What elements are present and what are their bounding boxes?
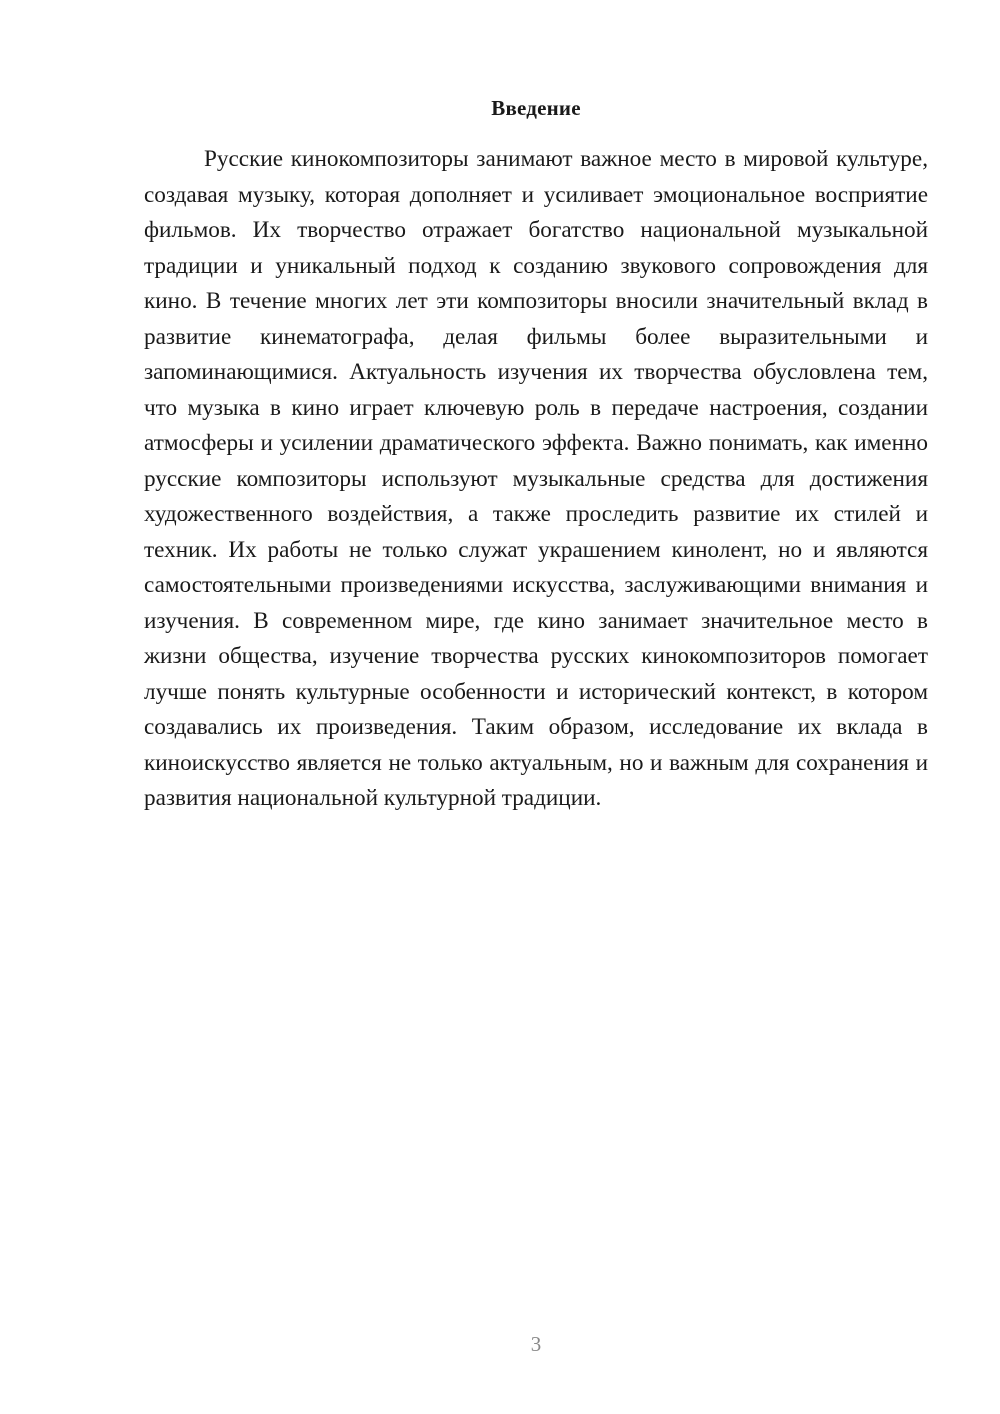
paragraph: Русские кинокомпозиторы занимают важное место в мировой культуре, создавая музыку, которая дополняет и усиливает эмоциональное восприятие фильмов. Их творчество отражает богатство национальной музыкальной традиции и уникальный подход к созданию звукового сопровождения для кино. В течение многих лет эти композиторы вносили значительный вклад в развитие кинематографа, делая фильмы более выразительными и запоминающимися. Актуальность изучения их творчества обусловлена тем, что музыка в кино играет ключевую роль в передаче настроения, создании атмосферы и усилении драматического эффекта. Важно понимать, как именно русские композиторы используют музыкальные средства для достижения художественного воздействия, а также проследить развитие их стилей и техник. Их работы не только служат украшением кинолент, но и являются самостоятельными произведениями искусства, заслуживающими внимания и изучения. В современном мире, где кино занимает значительное место в жизни общества, изучение творчества русских кинокомпозиторов помогает лучше понять культурные особенности и исторический контекст, в котором создавались их произведения. Таким образом, исследование их вклада в киноискусство является не только актуальным, но и важным для сохранения и развития национальной культурной традиции. <box>144 146 928 811</box>
body-text <box>144 142 928 817</box>
page-title: Введение <box>491 96 581 120</box>
page-number: 3 <box>530 1332 542 1356</box>
